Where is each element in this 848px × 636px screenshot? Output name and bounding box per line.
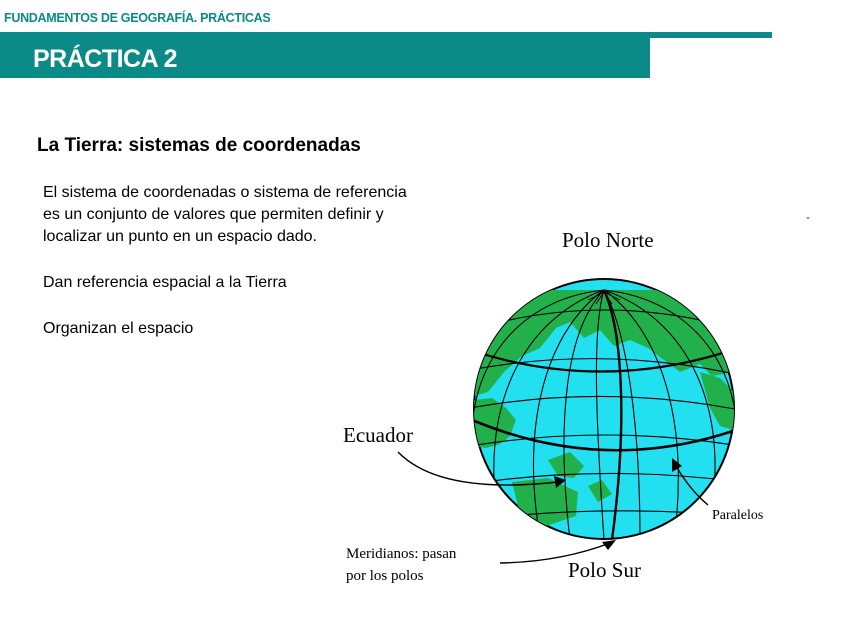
label-parallels: Paralelos	[712, 508, 764, 523]
definition-line-3: localizar un punto en un espacio dado.	[43, 228, 317, 245]
label-equator: Ecuador	[343, 423, 413, 447]
label-meridians-1: Meridianos: pasan	[346, 546, 457, 562]
course-header: FUNDAMENTOS DE GEOGRAFÍA. PRÁCTICAS	[4, 11, 271, 25]
label-south-pole: Polo Sur	[568, 558, 641, 582]
section-title: La Tierra: sistemas de coordenadas	[37, 135, 361, 156]
stray-dash: -	[806, 210, 810, 224]
point-spatial-reference: Dan referencia espacial a la Tierra	[43, 274, 287, 291]
label-north-pole: Polo Norte	[562, 228, 654, 252]
definition-line-2: es un conjunto de valores que permiten definir y	[43, 206, 384, 223]
label-meridians-2: por los polos	[346, 568, 424, 584]
definition-line-1: El sistema de coordenadas o sistema de referencia	[43, 184, 407, 201]
point-organize-space: Organizan el espacio	[43, 320, 194, 337]
page-title: PRÁCTICA 2	[33, 45, 178, 73]
